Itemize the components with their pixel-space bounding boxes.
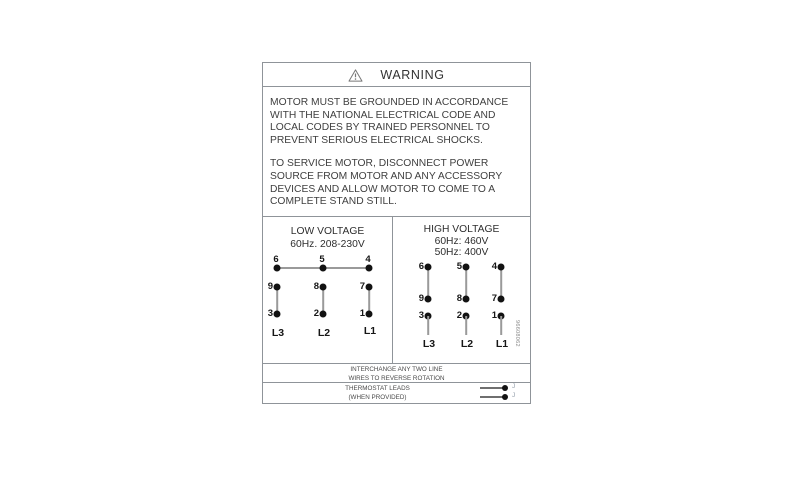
terminal-number: 6 bbox=[273, 254, 279, 265]
terminal-dot bbox=[366, 284, 373, 291]
warning-header bbox=[263, 63, 530, 87]
terminal-number: 1 bbox=[359, 308, 365, 319]
line-label: L3 bbox=[271, 327, 285, 339]
terminal-number: 6 bbox=[418, 261, 424, 272]
line-label: L1 bbox=[495, 338, 509, 350]
terminal-number: 5 bbox=[456, 261, 462, 272]
terminal-number: 7 bbox=[491, 293, 497, 304]
warning-paragraph-service bbox=[263, 147, 530, 208]
terminal-number: 1 bbox=[491, 310, 497, 321]
lead-wire-line bbox=[480, 387, 503, 389]
line-label: L1 bbox=[363, 325, 377, 337]
high-voltage-section bbox=[393, 217, 530, 364]
warning-line: COMPLETE STAND STILL. bbox=[270, 196, 397, 208]
terminal-number: 5 bbox=[319, 254, 325, 265]
terminal-number: 4 bbox=[365, 254, 371, 265]
terminal-dot bbox=[463, 296, 470, 303]
high-jumper-line bbox=[465, 267, 467, 299]
high-voltage-title: HIGH VOLTAGE bbox=[423, 224, 500, 235]
terminal-dot bbox=[366, 265, 373, 272]
terminal-number: 9 bbox=[267, 281, 273, 292]
line-label: L2 bbox=[317, 327, 331, 339]
terminal-number: 8 bbox=[456, 293, 462, 304]
terminal-number: 2 bbox=[313, 308, 319, 319]
lead-terminal-dot bbox=[502, 385, 508, 391]
warning-line: SOURCE FROM MOTOR AND ANY ACCESSORY bbox=[270, 170, 503, 182]
high-voltage-frequency-50: 50Hz: 400V bbox=[434, 247, 489, 258]
low-voltage-title: LOW VOLTAGE bbox=[290, 226, 365, 237]
rotation-note bbox=[263, 363, 530, 382]
terminal-dot bbox=[498, 296, 505, 303]
terminal-dot bbox=[320, 311, 327, 318]
line-label: L2 bbox=[460, 338, 474, 350]
high-jumper-line bbox=[500, 267, 502, 299]
terminal-dot bbox=[320, 284, 327, 291]
terminal-number: 8 bbox=[313, 281, 319, 292]
terminal-dot bbox=[274, 311, 281, 318]
lead-label: J bbox=[512, 383, 516, 390]
lead-label: J bbox=[512, 392, 516, 399]
lead-terminal-dot bbox=[502, 394, 508, 400]
line-label: L3 bbox=[422, 338, 436, 350]
rotation-note-line: INTERCHANGE ANY TWO LINE bbox=[350, 366, 443, 373]
thermostat-note bbox=[263, 382, 530, 403]
terminal-dot bbox=[320, 265, 327, 272]
low-voltage-section bbox=[263, 217, 393, 364]
warning-line: LOCAL CODES BY TRAINED PERSONNEL TO bbox=[270, 122, 490, 134]
terminal-dot bbox=[463, 264, 470, 271]
terminal-dot bbox=[366, 311, 373, 318]
terminal-number: 9 bbox=[418, 293, 424, 304]
thermostat-note-line: THERMOSTAT LEADS bbox=[345, 385, 410, 392]
high-lead-line bbox=[427, 316, 429, 335]
lead-wire-line bbox=[480, 396, 503, 398]
warning-line: PREVENT SERIOUS ELECTRICAL SHOCKS. bbox=[270, 134, 483, 146]
terminal-number: 3 bbox=[267, 308, 273, 319]
warning-line: WITH THE NATIONAL ELECTRICAL CODE AND bbox=[270, 109, 496, 121]
wiring-diagrams bbox=[263, 216, 530, 364]
warning-triangle-icon bbox=[348, 69, 363, 82]
high-lead-line bbox=[465, 316, 467, 335]
warning-line: TO SERVICE MOTOR, DISCONNECT POWER bbox=[270, 158, 489, 170]
terminal-dot bbox=[274, 265, 281, 272]
high-jumper-line bbox=[427, 267, 429, 299]
terminal-dot bbox=[274, 284, 281, 291]
thermostat-lead-symbol bbox=[480, 393, 520, 401]
part-number: 96608062 bbox=[514, 320, 520, 347]
warning-title: WARNING bbox=[380, 67, 445, 82]
warning-line: MOTOR MUST BE GROUNDED IN ACCORDANCE bbox=[270, 97, 509, 108]
terminal-dot bbox=[425, 264, 432, 271]
warning-text-block bbox=[263, 87, 530, 216]
warning-line: DEVICES AND ALLOW MOTOR TO COME TO A bbox=[270, 183, 496, 195]
rotation-note-line: WIRES TO REVERSE ROTATION bbox=[348, 374, 445, 382]
terminal-dot bbox=[498, 264, 505, 271]
terminal-dot bbox=[425, 296, 432, 303]
low-voltage-frequency: 60Hz. 208-230V bbox=[290, 239, 365, 250]
terminal-number: 2 bbox=[456, 310, 462, 321]
terminal-number: 7 bbox=[359, 281, 365, 292]
motor-warning-label bbox=[262, 62, 531, 404]
thermostat-note-line: (WHEN PROVIDED) bbox=[348, 394, 407, 401]
terminal-number: 3 bbox=[418, 310, 424, 321]
thermostat-note-text bbox=[263, 384, 492, 402]
high-voltage-frequency-60: 60Hz: 460V bbox=[434, 236, 489, 247]
terminal-number: 4 bbox=[491, 261, 497, 272]
thermostat-lead-symbol bbox=[480, 384, 520, 392]
high-lead-line bbox=[500, 316, 502, 335]
warning-paragraph-grounding bbox=[263, 87, 530, 147]
